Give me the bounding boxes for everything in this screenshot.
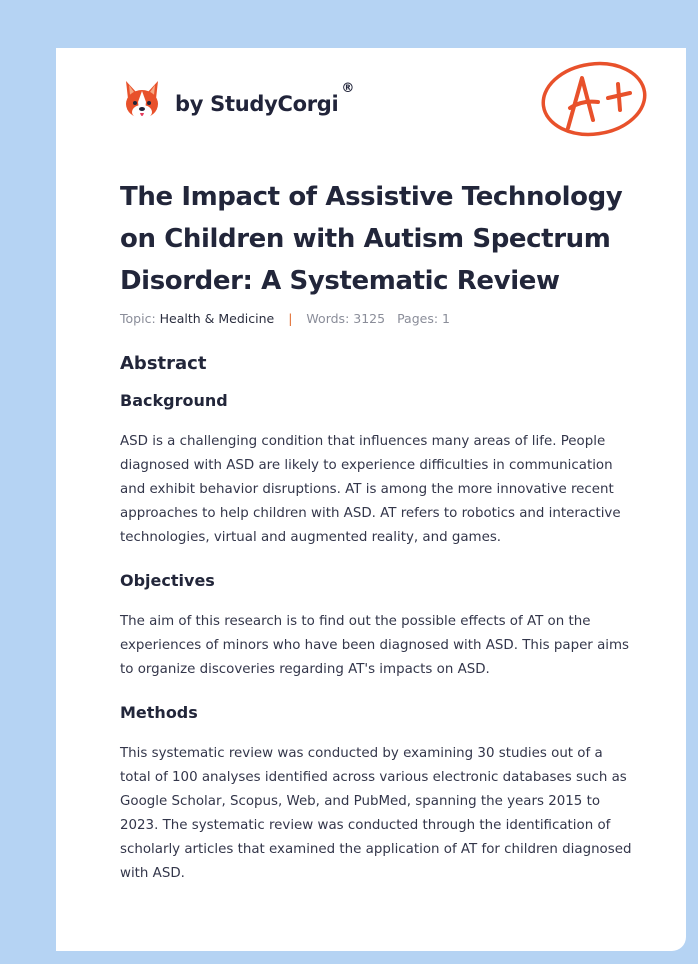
registered-mark: ® <box>341 80 355 96</box>
document-meta <box>120 311 450 326</box>
corgi-logo-icon <box>122 78 162 122</box>
methods-heading: Methods <box>120 703 198 722</box>
methods-text: This systematic review was conducted by examining 30 studies out of a total of 100 analyses identified across various electronic databases such as Google Scholar, Scopus, Web, and PubMed, spanning the years 2015 to 2023. The systematic review was conducted through the identification of scholarly articles that examined the application of AT for children diagnosed with ASD. <box>120 746 632 881</box>
pages-count: 1 <box>442 311 450 326</box>
abstract-content <box>120 350 634 886</box>
objectives-text: The aim of this research is to find out the possible effects of AT on the experiences of minors who have been diagnosed with ASD. This paper aims to organize discoveries regarding AT's impacts on ASD. <box>120 614 630 677</box>
document-page <box>56 48 686 951</box>
background-text: ASD is a challenging condition that influences many areas of life. People diagnosed with ASD are likely to experience difficulties in communication and exhibit behavior disruptions. AT is among the more innovative recent approaches to help children with ASD. AT refers to robotics and interactive technologies, virtual and augmented reality, and games. <box>120 434 621 545</box>
document-title: The Impact of Assistive Technology on Children with Autism Spectrum Disorder: A Systematic Review <box>120 182 623 296</box>
pages-label: Pages: <box>397 311 439 326</box>
words-label: Words: <box>306 311 350 326</box>
words-count: 3125 <box>353 311 386 326</box>
studycorgi-logo[interactable] <box>122 76 354 124</box>
abstract-heading: Abstract <box>120 353 207 374</box>
topic-link[interactable]: Health & Medicine <box>159 311 275 326</box>
objectives-heading: Objectives <box>120 571 215 590</box>
background-heading: Background <box>120 391 228 410</box>
topic-label: Topic: <box>120 311 156 326</box>
brand-name: by StudyCorgi <box>175 92 339 116</box>
meta-separator: | <box>288 311 293 326</box>
a-plus-grade-icon <box>538 58 650 142</box>
